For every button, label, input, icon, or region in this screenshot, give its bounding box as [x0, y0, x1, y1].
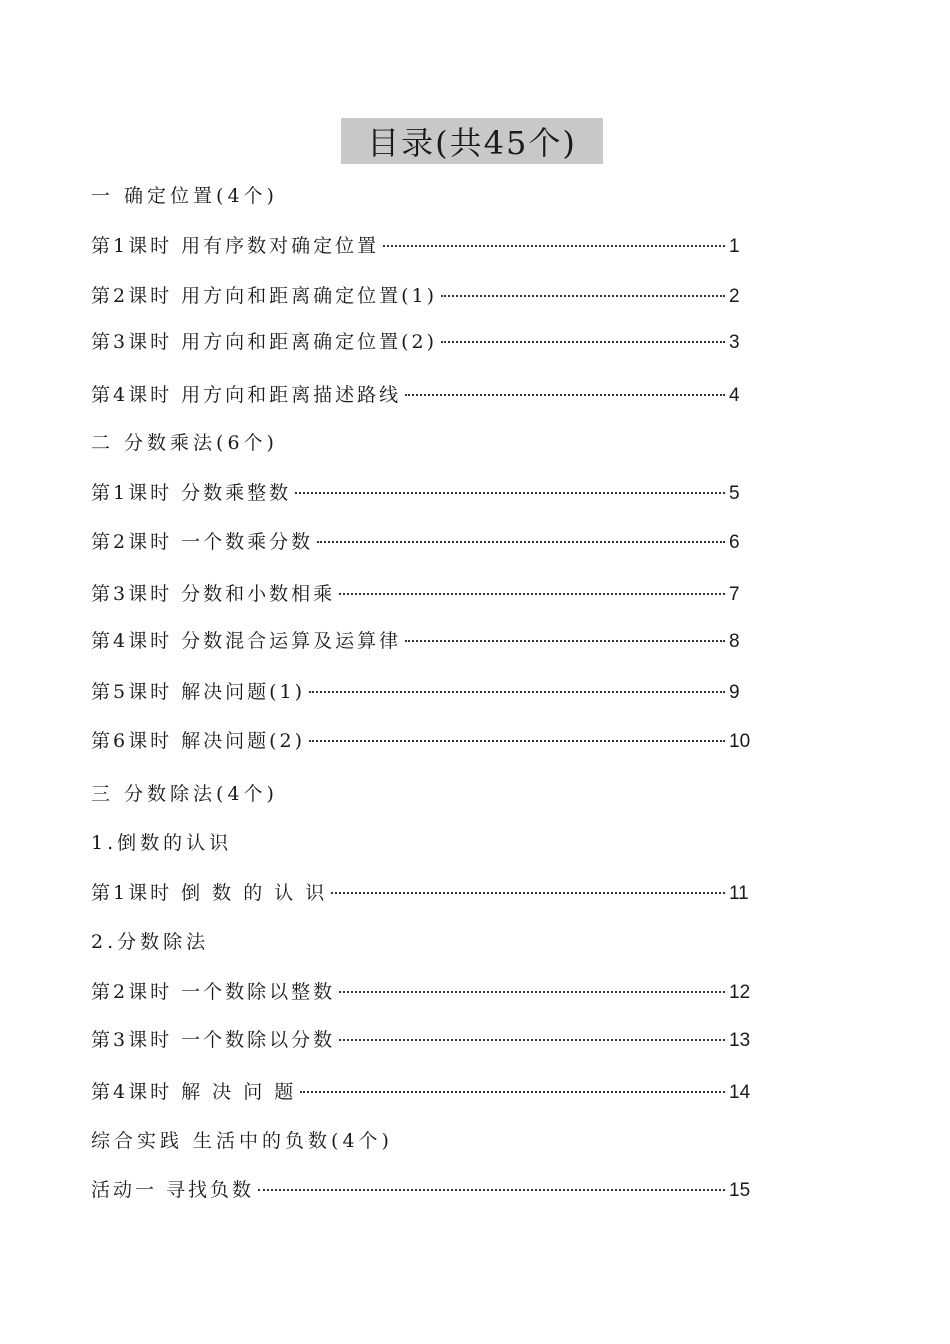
toc-entry-label: 第2课时 用方向和距离确定位置(1) [91, 285, 438, 307]
toc-entry-page: 11 [729, 883, 749, 904]
toc-title: 目录(共45个) [367, 124, 577, 162]
toc-entry[interactable] [91, 677, 751, 707]
toc-entry-label: 第3课时 一个数除以分数 [91, 1029, 336, 1051]
dot-leader [331, 892, 725, 894]
section-heading [91, 1126, 393, 1156]
toc-entry-label: 第1课时 倒 数 的 认 识 [91, 882, 328, 904]
toc-entry-label: 活动一 寻找负数 [91, 1179, 255, 1201]
toc-title-box [341, 118, 603, 164]
section-heading [91, 779, 278, 809]
dot-leader [309, 691, 725, 693]
section-heading [91, 428, 278, 458]
section-heading-label: 一 确定位置(4个) [91, 185, 278, 207]
toc-entry-page: 13 [729, 1030, 751, 1051]
toc-entry-page: 2 [729, 286, 740, 307]
toc-entry-page: 14 [729, 1082, 751, 1103]
toc-entry-label: 第3课时 分数和小数相乘 [91, 583, 336, 605]
toc-entry[interactable] [91, 231, 751, 261]
toc-entry[interactable] [91, 1175, 751, 1205]
dot-leader [339, 991, 725, 993]
toc-entry-label: 第1课时 用有序数对确定位置 [91, 235, 380, 257]
toc-entry[interactable] [91, 977, 751, 1007]
toc-entry-label: 第1课时 分数乘整数 [91, 482, 292, 504]
toc-entry-label: 第2课时 一个数除以整数 [91, 981, 336, 1003]
toc-entry-page: 7 [729, 584, 740, 605]
toc-entry-page: 8 [729, 631, 740, 652]
toc-entry[interactable] [91, 579, 751, 609]
dot-leader [295, 492, 725, 494]
toc-entry-label: 第6课时 解决问题(2) [91, 730, 306, 752]
toc-entry-label: 第5课时 解决问题(1) [91, 681, 306, 703]
toc-entry[interactable] [91, 281, 751, 311]
dot-leader [317, 541, 725, 543]
section-heading [91, 181, 278, 211]
toc-entry-page: 10 [729, 731, 751, 752]
dot-leader [339, 593, 725, 595]
toc-entry-page: 4 [729, 385, 740, 406]
toc-entry[interactable] [91, 527, 751, 557]
toc-entry[interactable] [91, 478, 751, 508]
toc-entry-label: 第4课时 解 决 问 题 [91, 1081, 297, 1103]
toc-entry-label: 第3课时 用方向和距离确定位置(2) [91, 331, 438, 353]
toc-entry-label: 第2课时 一个数乘分数 [91, 531, 314, 553]
toc-entry-label: 第4课时 分数混合运算及运算律 [91, 630, 402, 652]
toc-entry[interactable] [91, 1077, 751, 1107]
subsection-heading [91, 927, 209, 957]
toc-entry-page: 9 [729, 682, 740, 703]
toc-entry[interactable] [91, 327, 751, 357]
toc-entry-page: 5 [729, 483, 740, 504]
dot-leader [441, 341, 725, 343]
toc-entry-page: 3 [729, 332, 740, 353]
subsection-heading [91, 828, 232, 858]
toc-entry[interactable] [91, 380, 751, 410]
section-heading-label: 综合实践 生活中的负数(4个) [91, 1130, 393, 1152]
dot-leader [405, 394, 725, 396]
toc-entry[interactable] [91, 726, 751, 756]
section-heading-label: 二 分数乘法(6个) [91, 432, 278, 454]
toc-entry-page: 15 [729, 1180, 751, 1201]
subsection-heading-label: 1.倒数的认识 [91, 832, 233, 854]
dot-leader [339, 1039, 725, 1041]
toc-entry-page: 6 [729, 532, 740, 553]
dot-leader [441, 295, 725, 297]
subsection-heading-label: 2.分数除法 [91, 931, 210, 953]
dot-leader [383, 245, 725, 247]
dot-leader [309, 740, 725, 742]
toc-entry-page: 1 [729, 236, 740, 257]
toc-entry-page: 12 [729, 982, 751, 1003]
toc-entry[interactable] [91, 1025, 751, 1055]
section-heading-label: 三 分数除法(4个) [91, 783, 278, 805]
toc-entry[interactable] [91, 878, 751, 908]
toc-entry[interactable] [91, 626, 751, 656]
dot-leader [300, 1091, 725, 1093]
dot-leader [405, 640, 725, 642]
toc-entry-label: 第4课时 用方向和距离描述路线 [91, 384, 402, 406]
dot-leader [258, 1189, 725, 1191]
